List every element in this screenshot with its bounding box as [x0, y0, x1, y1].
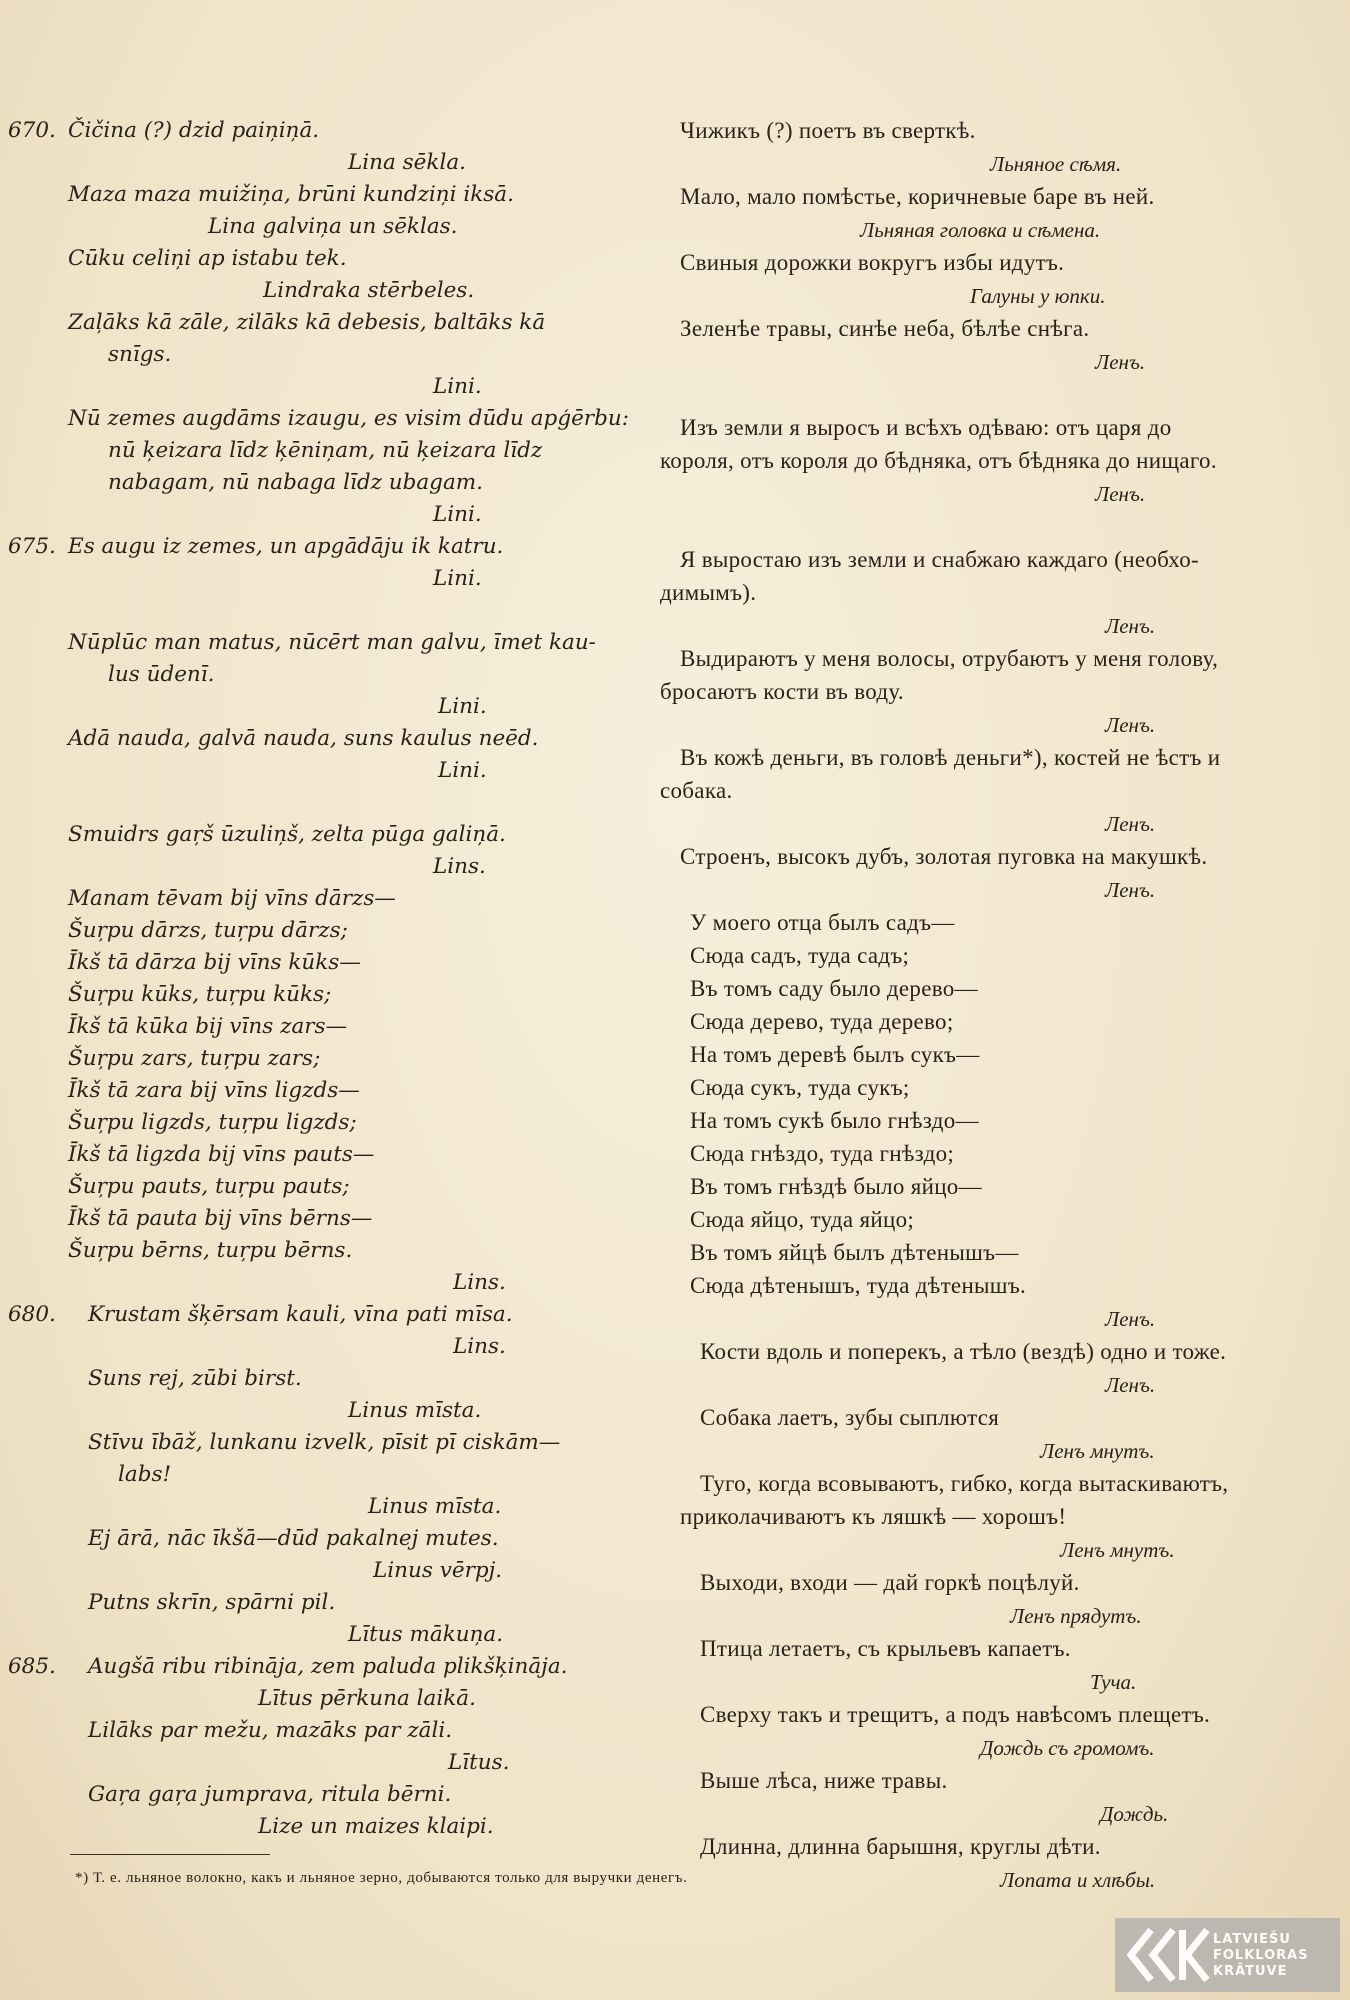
riddle-text: labs!	[118, 1462, 172, 1487]
riddle-text: Lins.	[433, 854, 486, 879]
answer-text: Ленъ.	[1105, 1373, 1156, 1397]
latvian-line	[8, 1171, 648, 1203]
latvian-line	[8, 787, 648, 819]
latvian-line	[8, 979, 648, 1011]
latvian-line	[8, 723, 648, 755]
translation-text: Туго, когда всовываютъ, гибко, когда вытаскиваютъ,	[700, 1471, 1229, 1496]
translation-text: димымъ).	[660, 580, 757, 605]
latvian-line	[8, 1715, 648, 1747]
russian-line	[660, 1171, 1320, 1204]
russian-line	[660, 775, 1320, 808]
riddle-number: 685.	[8, 1654, 56, 1679]
latvian-line	[8, 1267, 648, 1299]
translation-text: Чижикъ (?) поетъ въ сверткѣ.	[680, 118, 976, 143]
translation-text: Птица летаетъ, съ крыльевъ капаетъ.	[700, 1636, 1071, 1661]
riddle-text: Smuidrs gaŗš ūzuliņš, zelta pūga galiņā.	[68, 822, 506, 847]
translation-text: Выходи, входи — дай горкѣ поцѣлуй.	[700, 1570, 1080, 1595]
riddle-text: Lini.	[438, 694, 487, 719]
russian-line	[660, 1765, 1320, 1798]
translation-text: Мало, мало помѣстье, коричневые баре въ ней.	[680, 184, 1155, 209]
russian-line	[660, 1501, 1320, 1534]
translation-text: На томъ сукѣ было гнѣздо—	[690, 1108, 979, 1133]
answer-text: Ленъ.	[1105, 713, 1156, 737]
russian-line	[660, 1204, 1320, 1237]
answer-text: Ленъ.	[1105, 614, 1156, 638]
translation-text: Кости вдоль и поперекъ, а тѣло (вездѣ) одно и тоже.	[700, 1339, 1227, 1364]
riddle-text: Stīvu ībāž, lunkanu izvelk, pīsit pī ciskām—	[88, 1430, 561, 1455]
answer-text: Ленъ.	[1095, 482, 1146, 506]
riddle-text: Krustam šķērsam kauli, vīna pati mīsa.	[88, 1302, 513, 1327]
answer-text: Дождь.	[1100, 1802, 1169, 1826]
riddle-text: Lilāks par mežu, mazāks par zāli.	[88, 1718, 453, 1743]
riddle-text: Linus vērpj.	[373, 1558, 503, 1583]
riddle-text	[8, 595, 15, 627]
russian-line	[660, 1831, 1320, 1864]
latvian-line	[8, 1235, 648, 1267]
riddle-number: 670.	[8, 118, 56, 143]
russian-line	[660, 808, 1320, 841]
russian-line	[660, 1303, 1320, 1336]
answer-text: Льняное сѣмя.	[990, 152, 1122, 176]
russian-line	[660, 511, 1320, 544]
russian-line	[660, 1039, 1320, 1072]
archive-logo-icon	[1121, 1924, 1211, 1986]
translation-text: У моего отца былъ садъ—	[690, 910, 955, 935]
latvian-line	[8, 1427, 648, 1459]
riddle-text: Lize un maizes klaipi.	[258, 1814, 494, 1839]
russian-line	[660, 907, 1320, 940]
russian-line	[660, 1633, 1320, 1666]
russian-line	[660, 1138, 1320, 1171]
translation-text: Зеленѣе травы, синѣе неба, бѣлѣе снѣга.	[680, 316, 1090, 341]
latvian-line	[8, 1459, 648, 1491]
latvian-line	[8, 915, 648, 947]
riddle-text: Lins.	[453, 1334, 506, 1359]
russian-translation-column	[660, 115, 1320, 1897]
riddle-text: Lini.	[438, 758, 487, 783]
latvian-line	[8, 1043, 648, 1075]
russian-line	[660, 1798, 1320, 1831]
translation-text: Выдираютъ у меня волосы, отрубаютъ у меня голову,	[680, 646, 1219, 671]
russian-line	[660, 1435, 1320, 1468]
russian-line	[660, 1600, 1320, 1633]
russian-line	[660, 1369, 1320, 1402]
russian-line	[660, 280, 1320, 313]
translation-text: бросаютъ кости въ воду.	[660, 679, 904, 704]
riddle-text: Īkš tā dārza bij vīns kūks—	[68, 950, 361, 975]
translation-text: приколачиваютъ къ ляшкѣ — хорошъ!	[680, 1504, 1067, 1529]
latvian-line	[8, 339, 648, 371]
translation-text: Собака лаетъ, зубы сыплются	[700, 1405, 1000, 1430]
riddle-number: 675.	[8, 534, 56, 559]
latvian-line	[8, 1779, 648, 1811]
archive-name-line3: KRĀTUVE	[1213, 1964, 1288, 1979]
latvian-line	[8, 1363, 648, 1395]
archive-name-line2: FOLKLORAS	[1213, 1948, 1309, 1963]
riddle-text: Putns skrīn, spārni pil.	[88, 1590, 336, 1615]
russian-line	[660, 1402, 1320, 1435]
riddle-text: Lini.	[433, 502, 482, 527]
latvian-line	[8, 659, 648, 691]
riddle-text: Lini.	[433, 566, 482, 591]
latvian-line	[8, 211, 648, 243]
russian-line	[660, 1105, 1320, 1138]
riddle-text: Lina sēkla.	[348, 150, 466, 175]
riddle-text: Čičina (?) dzid paiņiņā.	[68, 118, 320, 143]
translation-text: Сюда садъ, туда садъ;	[690, 943, 910, 968]
latvian-line	[8, 819, 648, 851]
latvian-line	[8, 627, 648, 659]
translation-text: Сюда дѣтенышъ, туда дѣтенышъ.	[690, 1273, 1027, 1298]
latvian-line	[8, 563, 648, 595]
riddle-text: Lina galviņa un sēklas.	[208, 214, 458, 239]
russian-line	[660, 1534, 1320, 1567]
answer-text: Ленъ прядутъ.	[1010, 1604, 1142, 1628]
russian-line	[660, 412, 1320, 445]
answer-text: Дождь съ громомъ.	[980, 1736, 1155, 1760]
answer-text: Ленъ.	[1095, 350, 1146, 374]
riddle-text: nū ķeizara līdz ķēniņam, nū ķeizara līdz	[108, 438, 543, 463]
latvian-line	[8, 883, 648, 915]
riddle-text: Lindraka stērbeles.	[263, 278, 475, 303]
latvian-line	[8, 1075, 648, 1107]
latvian-line	[8, 467, 648, 499]
archive-name	[1213, 1932, 1309, 1980]
translation-text: Въ томъ яйцѣ былъ дѣтенышъ—	[690, 1240, 1019, 1265]
russian-line	[660, 742, 1320, 775]
riddle-text: Es augu iz zemes, un apgādāju ik katru.	[68, 534, 504, 559]
translation-text: На томъ деревѣ былъ сукъ—	[690, 1042, 980, 1067]
latvian-line	[8, 851, 648, 883]
russian-line	[660, 577, 1320, 610]
riddle-text: Augšā ribu ribināja, zem paluda plikšķināja.	[88, 1654, 568, 1679]
translation-text: Длинна, длинна барышня, круглы дѣти.	[700, 1834, 1101, 1859]
russian-line	[660, 1567, 1320, 1600]
translation-text: Сюда гнѣздо, туда гнѣздо;	[690, 1141, 955, 1166]
answer-text: Ленъ.	[1105, 1307, 1156, 1331]
riddle-text: Linus mīsta.	[348, 1398, 482, 1423]
latvian-line	[8, 1651, 648, 1683]
russian-line	[660, 1006, 1320, 1039]
latvian-line	[8, 435, 648, 467]
answer-text: Туча.	[1090, 1670, 1137, 1694]
russian-line	[660, 1237, 1320, 1270]
russian-line	[660, 1336, 1320, 1369]
russian-line	[660, 1072, 1320, 1105]
riddle-text: Šuŗpu pauts, tuŗpu pauts;	[68, 1174, 350, 1199]
latvian-line	[8, 1587, 648, 1619]
russian-line	[660, 643, 1320, 676]
latvian-line	[8, 1011, 648, 1043]
latvian-line	[8, 1395, 648, 1427]
riddle-text: Īkš tā zara bij vīns ligzds—	[68, 1078, 360, 1103]
russian-line	[660, 1699, 1320, 1732]
latvian-line	[8, 1139, 648, 1171]
riddle-text: Nū zemes augdāms izaugu, es visim dūdu apģērbu:	[68, 406, 629, 431]
answer-text: Ленъ.	[1105, 878, 1156, 902]
riddle-text: Nūplūc man matus, nūcērt man galvu, īmet kau-	[68, 630, 596, 655]
russian-line	[660, 1864, 1320, 1897]
translation-text: короля, отъ короля до бѣдняка, отъ бѣдняка до нищаго.	[660, 448, 1217, 473]
latvian-line	[8, 1203, 648, 1235]
latvian-line	[8, 1331, 648, 1363]
russian-line	[660, 709, 1320, 742]
translation-text: собака.	[660, 778, 733, 803]
riddle-text: snīgs.	[108, 342, 172, 367]
latvian-line	[8, 275, 648, 307]
riddle-text: Adā nauda, galvā nauda, suns kaulus neēd.	[68, 726, 539, 751]
latvian-line	[8, 1811, 648, 1843]
riddle-text: Īkš tā pauta bij vīns bērns—	[68, 1206, 373, 1231]
latvian-line	[8, 947, 648, 979]
translation-text: Я выростаю изъ земли и снабжаю каждаго (необхо-	[680, 547, 1199, 572]
riddle-text: Gaŗa gaŗa jumprava, ritula bērni.	[88, 1782, 452, 1807]
riddle-text: Šuŗpu dārzs, tuŗpu dārzs;	[68, 918, 348, 943]
latvian-line	[8, 595, 648, 627]
latvian-riddles-column	[8, 115, 648, 1843]
riddle-text: Īkš tā kūka bij vīns zars—	[68, 1014, 348, 1039]
russian-line	[660, 478, 1320, 511]
translation-text: Въ кожѣ деньги, въ головѣ деньги*), костей не ѣстъ и	[680, 745, 1221, 770]
russian-line	[660, 1732, 1320, 1765]
translation-text: Строенъ, высокъ дубъ, золотая пуговка на макушкѣ.	[680, 844, 1208, 869]
riddle-text: Maza maza muižiņa, brūni kundziņi iksā.	[68, 182, 514, 207]
russian-line	[660, 346, 1320, 379]
russian-line	[660, 940, 1320, 973]
latvian-line	[8, 755, 648, 787]
russian-line	[660, 379, 1320, 412]
riddle-text: Lins.	[453, 1270, 506, 1295]
russian-line	[660, 874, 1320, 907]
latvian-line	[8, 115, 648, 147]
latvian-line	[8, 531, 648, 563]
latvian-line	[8, 1107, 648, 1139]
latvian-line	[8, 1491, 648, 1523]
riddle-text: Linus mīsta.	[368, 1494, 502, 1519]
russian-line	[660, 214, 1320, 247]
latvian-line	[8, 499, 648, 531]
latvian-line	[8, 307, 648, 339]
latvian-line	[8, 1747, 648, 1779]
latvian-line	[8, 1555, 648, 1587]
riddle-text: Lītus pērkuna laikā.	[258, 1686, 476, 1711]
translation-text: Свиныя дорожки вокругъ избы идутъ.	[680, 250, 1065, 275]
latvian-line	[8, 243, 648, 275]
riddle-text: Ej ārā, nāc īkšā—dūd pakalnej mutes.	[88, 1526, 499, 1551]
russian-line	[660, 676, 1320, 709]
riddle-text: Cūku celiņi ap istabu tek.	[68, 246, 347, 271]
russian-line	[660, 181, 1320, 214]
answer-text: Галуны у юпки.	[970, 284, 1106, 308]
translation-text: Въ томъ гнѣздѣ было яйцо—	[690, 1174, 982, 1199]
translation-text: Сверху такъ и трещитъ, а подъ навѣсомъ плещетъ.	[700, 1702, 1211, 1727]
latvian-line	[8, 1299, 648, 1331]
latvian-line	[8, 1683, 648, 1715]
footnote: *) Т. е. льняное волокно, какъ и льняное зерно, добываются только для выручки денегъ.	[75, 1870, 688, 1886]
translation-text	[660, 379, 666, 411]
translation-text: Сюда дерево, туда дерево;	[690, 1009, 954, 1034]
riddle-text: lus ūdenī.	[108, 662, 215, 687]
riddle-text: Lini.	[433, 374, 482, 399]
russian-line	[660, 841, 1320, 874]
archive-watermark	[1115, 1918, 1340, 1992]
latvian-line	[8, 179, 648, 211]
answer-text: Ленъ мнутъ.	[1060, 1538, 1175, 1562]
translation-text: Сюда сукъ, туда сукъ;	[690, 1075, 910, 1100]
riddle-text: Zaļāks kā zāle, zilāks kā debesis, baltāks kā	[68, 310, 546, 335]
riddle-text: Šuŗpu ligzds, tuŗpu ligzds;	[68, 1110, 357, 1135]
answer-text: Лопата и хлѣбы.	[1000, 1868, 1156, 1892]
latvian-line	[8, 147, 648, 179]
russian-line	[660, 973, 1320, 1006]
riddle-text: Šuŗpu zars, tuŗpu zars;	[68, 1046, 321, 1071]
riddle-text: Lītus.	[448, 1750, 510, 1775]
translation-text: Выше лѣса, ниже травы.	[700, 1768, 948, 1793]
riddle-text: Suns rej, zūbi birst.	[88, 1366, 302, 1391]
latvian-line	[8, 403, 648, 435]
russian-line	[660, 445, 1320, 478]
russian-line	[660, 1666, 1320, 1699]
riddle-text: Manam tēvam bij vīns dārzs—	[68, 886, 396, 911]
riddle-text: Šuŗpu kūks, tuŗpu kūks;	[68, 982, 332, 1007]
archive-name-line1: LATVIEŠU	[1213, 1932, 1291, 1947]
russian-line	[660, 610, 1320, 643]
answer-text: Ленъ мнутъ.	[1040, 1439, 1155, 1463]
russian-line	[660, 247, 1320, 280]
russian-line	[660, 115, 1320, 148]
riddle-text: Lītus mākuņa.	[348, 1622, 504, 1647]
translation-text: Изъ земли я выросъ и всѣхъ одѣваю: отъ царя до	[680, 415, 1172, 440]
latvian-line	[8, 1619, 648, 1651]
latvian-line	[8, 691, 648, 723]
translation-text	[660, 511, 666, 543]
latvian-line	[8, 1523, 648, 1555]
answer-text: Льняная головка и сѣмена.	[860, 218, 1101, 242]
latvian-line	[8, 371, 648, 403]
translation-text: Въ томъ саду было дерево—	[690, 976, 978, 1001]
answer-text: Ленъ.	[1105, 812, 1156, 836]
riddle-text: Īkš tā ligzda bij vīns pauts—	[68, 1142, 375, 1167]
russian-line	[660, 148, 1320, 181]
riddle-text	[8, 787, 15, 819]
russian-line	[660, 313, 1320, 346]
riddle-text: nabagam, nū nabaga līdz ubagam.	[108, 470, 483, 495]
russian-line	[660, 1270, 1320, 1303]
riddle-text: Šuŗpu bērns, tuŗpu bērns.	[68, 1238, 353, 1263]
riddle-number: 680.	[8, 1302, 56, 1327]
translation-text: Сюда яйцо, туда яйцо;	[690, 1207, 915, 1232]
russian-line	[660, 544, 1320, 577]
footnote-rule	[70, 1854, 270, 1855]
russian-line	[660, 1468, 1320, 1501]
